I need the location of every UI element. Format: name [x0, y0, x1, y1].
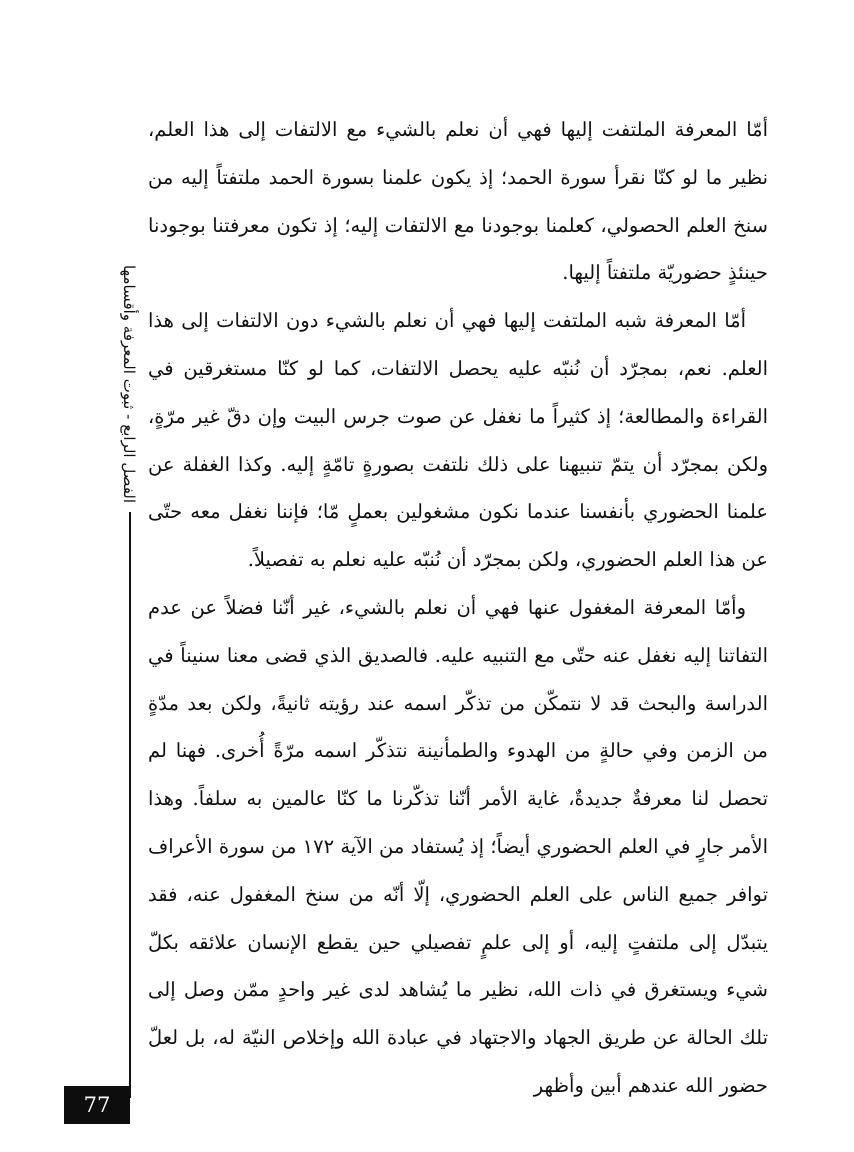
paragraph-unattended-knowledge: وأمّا المعرفة المغفول عنها فهي أن نعلم بالشيء، غير أنّنا فضلاً عن عدم التفاتنا إليه نغفل عنه حتّى مع التنبيه عليه. فالصديق الذي قضى معنا سنيناً في الدراسة والبحث قد لا نتمكّن من تذكّر اسمه عند رؤيته ثانيةً، ولكن بعد مدّةٍ من الزمن وفي حالةٍ من الهدوء والطمأنينة نتذكّر اسمه مرّةً أُخرى. فهنا لم تحصل لنا معرفةٌ جديدةٌ، غاية الأمر أنّنا تذكّرنا ما كنّا عالمين به سلفاً. وهذا الأمر جارٍ في العلم الحضوري أيضاً؛ إذ يُستفاد من الآية ١٧٢ من سورة الأعراف توافر جميع الناس على العلم الحضوري، إلّا أنّه من سنخ المغفول عنه، فقد يتبدّل إلى ملتفتٍ إليه، أو إلى علمٍ تفصيلي حين يقطع الإنسان علائقه بكلّ شيء ويستغرق في ذات الله، نظير ما يُشاهد لدى غير واحدٍ ممّن وصل إلى تلك الحالة عن طريق الجهاد والاجتهاد في عبادة الله وإخلاص النيّة له، بل لعلّ حضور الله عندهم أبين وأظهر [148, 595, 768, 1097]
page-number-box [64, 1086, 130, 1124]
page-number: 77 [83, 1093, 111, 1117]
paragraph-semi-attended-knowledge: أمّا المعرفة شبه الملتفت إليها فهي أن نعلم بالشيء دون الالتفات إلى هذا العلم. نعم، بمجرّد أن نُنبّه عليه يحصل الالتفات، كما لو كنّا مستغرقين في القراءة والمطالعة؛ إذ كثيراً ما نغفل عن صوت جرس البيت وإن دقّ غير مرّةٍ، ولكن بمجرّد أن يتمّ تنبيهنا على ذلك نلتفت بصورةٍ تامّةٍ إليه. وكذا الغفلة عن علمنا الحضوري بأنفسنا عندما نكون مشغولين بعملٍ مّا؛ فإننا نغفل معه حتّى عن هذا العلم الحضوري، ولكن بمجرّد أن نُنبّه عليه نعلم به تفصيلاً. [148, 309, 768, 572]
paragraph-attended-knowledge: أمّا المعرفة الملتفت إليها فهي أن نعلم بالشيء مع الالتفات إلى هذا العلم، نظير ما لو كنّا نقرأ سورة الحمد؛ إذ يكون علمنا بسورة الحمد ملتفتاً إليه من سنخ العلم الحصولي، كعلمنا بوجودنا مع الالتفات إليه؛ إذ تكون معرفتنا بوجودنا حينئذٍ حضوريّة ملتفتاً إليها. [148, 118, 768, 285]
body-text [148, 106, 768, 1110]
margin-rule [129, 512, 131, 1098]
chapter-title: الفصل الرابع - ثبوت المعرفة وأقسامها [120, 264, 138, 504]
